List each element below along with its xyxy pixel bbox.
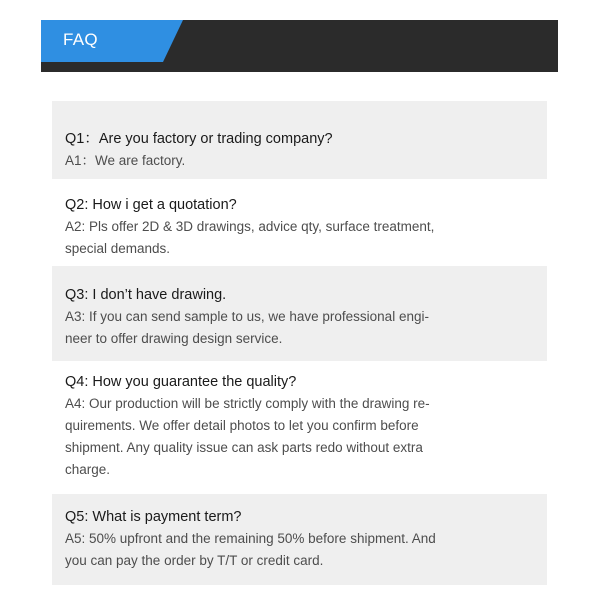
faq-header-bar [41,20,558,72]
faq-answer-4-line: shipment. Any quality issue can ask parts redo without extra [65,440,423,455]
faq-answer-4 [65,393,529,481]
faq-answer-1 [65,150,529,172]
faq-item-3 [52,266,547,361]
faq-answer-4-line: charge. [65,462,111,477]
faq-question-4: Q4: How you guarantee the quality? [65,374,297,390]
faq-tab-slant [163,20,183,62]
faq-answer-2-line: special demands. [65,241,171,256]
faq-answer-1-line: A1：We are factory. [65,153,186,168]
faq-item-2 [52,179,547,266]
faq-answer-2-line: A2: Pls offer 2D & 3D drawings, advice qty, surface treatment, [65,219,435,234]
faq-question-1: Q1：Are you factory or trading company? [65,131,333,147]
faq-answer-5-line: you can pay the order by T/T or credit card. [65,553,324,568]
faq-answer-3-line: A3: If you can send sample to us, we have professional engi- [65,309,429,324]
faq-tab-label: FAQ [63,30,98,49]
faq-item-4 [52,361,547,494]
faq-answer-3-line: neer to offer drawing design service. [65,331,283,346]
faq-item-5 [52,494,547,585]
faq-answer-4-line: A4: Our production will be strictly comply with the drawing re- [65,396,430,411]
faq-item-1 [52,101,547,179]
faq-answer-2 [65,216,529,260]
faq-answer-5-line: A5: 50% upfront and the remaining 50% before shipment. And [65,531,436,546]
faq-tab [41,20,163,62]
faq-question-3: Q3: I don’t have drawing. [65,287,227,303]
faq-question-5: Q5: What is payment term? [65,509,242,525]
faq-question-2: Q2: How i get a quotation? [65,197,237,213]
faq-answer-4-line: quirements. We offer detail photos to let you confirm before [65,418,419,433]
faq-answer-5 [65,528,529,572]
faq-list [52,101,547,585]
faq-answer-3 [65,306,529,350]
